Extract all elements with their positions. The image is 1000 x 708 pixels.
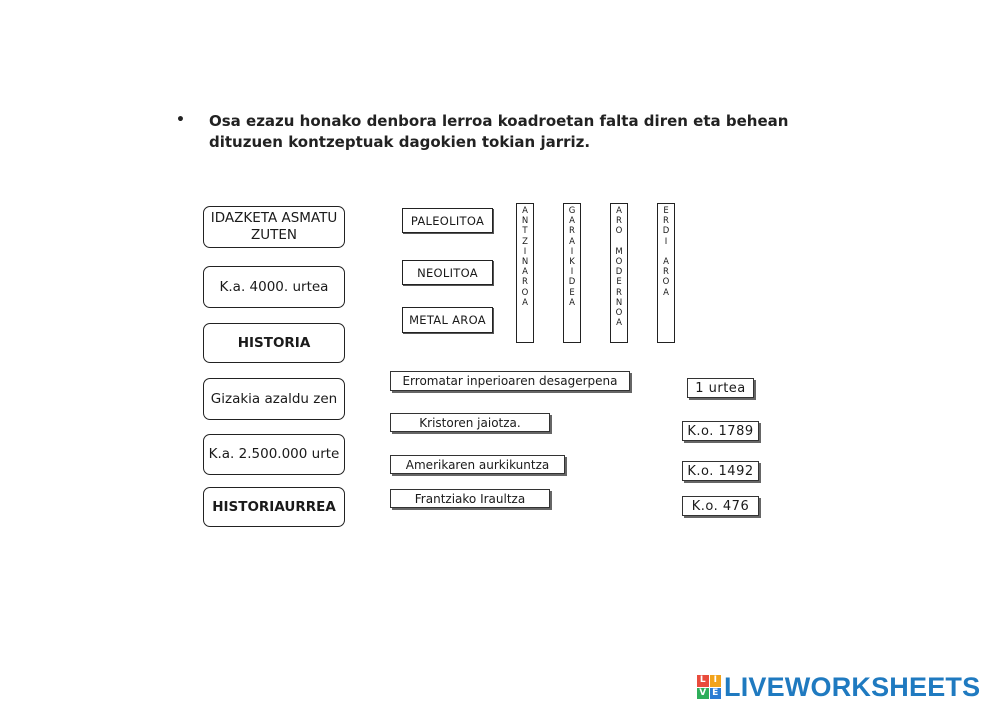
- vertical-box-aro-modernoa[interactable]: A R O M O D E R N O A: [610, 203, 628, 343]
- left-box-ka-4000[interactable]: K.a. 4000. urtea: [203, 266, 345, 308]
- logo-letter: E: [710, 688, 722, 700]
- period-box-neolitoa[interactable]: NEOLITOA: [402, 260, 493, 285]
- left-box-gizakia[interactable]: Gizakia azaldu zen: [203, 378, 345, 420]
- left-box-ka-2500000[interactable]: K.a. 2.500.000 urte: [203, 434, 345, 475]
- vertical-box-antzinaroa[interactable]: A N T Z I N A R O A: [516, 203, 534, 343]
- period-box-metal-aroa[interactable]: METAL AROA: [402, 307, 493, 333]
- left-box-historia[interactable]: HISTORIA: [203, 323, 345, 363]
- event-box-amerikaren[interactable]: Amerikaren aurkikuntza: [390, 455, 565, 474]
- brand-name: LIVEWORKSHEETS: [724, 671, 981, 702]
- instruction-text: Osa ezazu honako denbora lerroa koadroetan falta diren eta behean dituzuen kontzeptuak dagokien tokian jarriz.: [209, 112, 789, 151]
- period-box-paleolitoa[interactable]: PALEOLITOA: [402, 208, 493, 233]
- left-box-historiaurrea[interactable]: HISTORIAURREA: [203, 487, 345, 527]
- event-box-kristoren[interactable]: Kristoren jaiotza.: [390, 413, 550, 432]
- liveworksheets-brand: [697, 673, 980, 701]
- date-box-1-urtea[interactable]: 1 urtea: [687, 378, 754, 398]
- logo-letter: V: [697, 688, 709, 700]
- vertical-box-garaikidea[interactable]: G A R A I K I D E A: [563, 203, 581, 343]
- event-box-frantziako[interactable]: Frantziako Iraultza: [390, 489, 550, 508]
- date-box-ko-1789[interactable]: K.o. 1789: [682, 421, 759, 441]
- left-box-idazketa[interactable]: IDAZKETA ASMATU ZUTEN: [203, 206, 345, 248]
- date-box-ko-476[interactable]: K.o. 476: [682, 496, 759, 516]
- event-box-erromatar[interactable]: Erromatar inperioaren desagerpena: [390, 371, 630, 391]
- logo-letter: I: [710, 675, 722, 687]
- date-box-ko-1492[interactable]: K.o. 1492: [682, 461, 759, 481]
- liveworksheets-logo-icon: [697, 675, 721, 699]
- logo-letter: L: [697, 675, 709, 687]
- vertical-box-erdi-aroa[interactable]: E R D I A R O A: [657, 203, 675, 343]
- bullet: •: [176, 112, 185, 128]
